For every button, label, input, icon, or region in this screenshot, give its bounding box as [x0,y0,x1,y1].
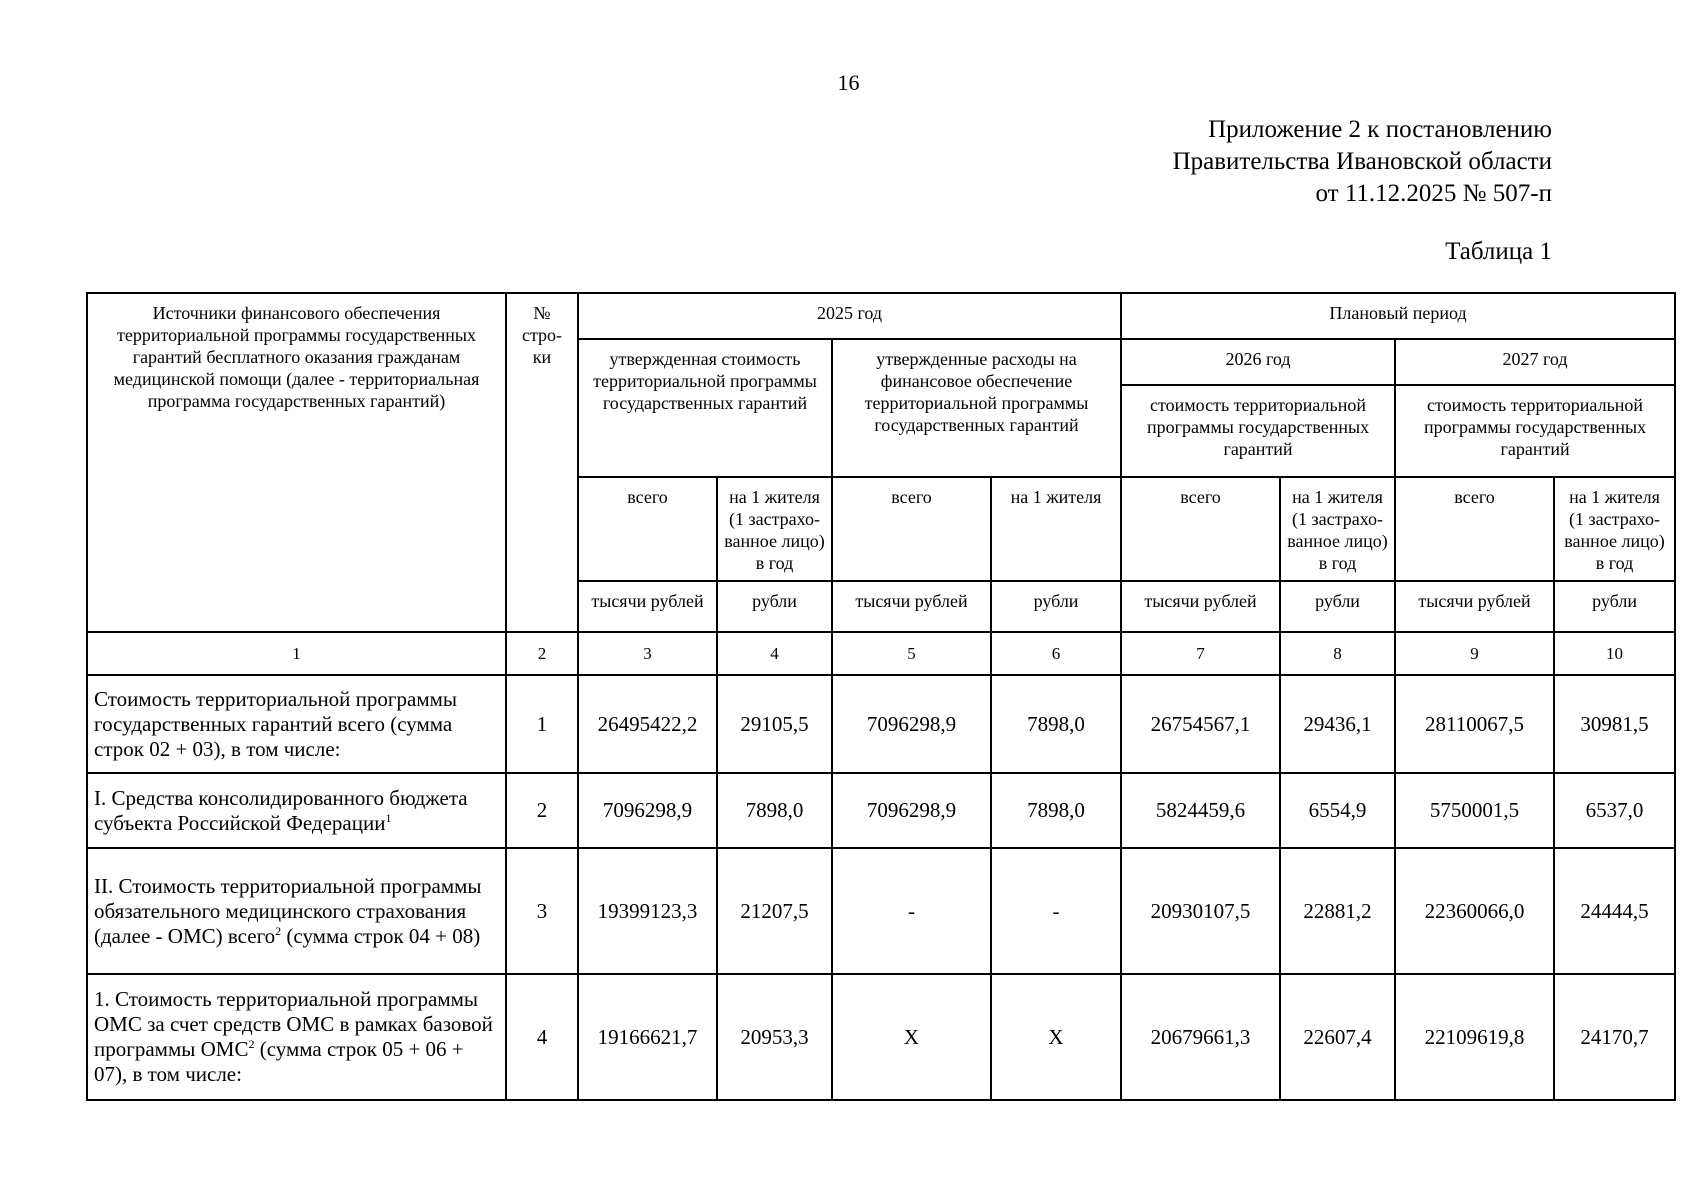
value-cell: 7898,0 [991,773,1121,848]
row-label-text: Стоимость территориальной программы государственных гарантий всего (сумма строк 02 + 03), в том числе: [94,686,458,761]
unit-cell: тысячи рублей [578,581,717,632]
value-cell: 22607,4 [1280,974,1395,1100]
row-number: 2 [506,773,578,848]
table-label: Таблица 1 [1445,238,1552,265]
column-number: 4 [717,632,832,675]
column-number: 7 [1121,632,1280,675]
header-total-2027: всего [1395,477,1554,581]
unit-cell: рубли [1280,581,1395,632]
header-per-resident-2025-expenses: на 1 жителя [991,477,1121,581]
column-number: 6 [991,632,1121,675]
column-number: 2 [506,632,578,675]
row-number: 3 [506,848,578,974]
row-label [87,773,506,848]
column-number: 3 [578,632,717,675]
footnote-mark: 2 [275,923,282,938]
header-year-2026: 2026 год [1121,339,1395,385]
value-cell: 26495422,2 [578,675,717,773]
unit-cell: рубли [717,581,832,632]
unit-cell: тысячи рублей [1395,581,1554,632]
unit-cell: рубли [1554,581,1675,632]
value-cell: 5750001,5 [1395,773,1554,848]
header-row-number: № стро-ки [506,293,578,632]
value-cell: 20930107,5 [1121,848,1280,974]
header-planning-period: Плановый период [1121,293,1675,339]
header-cost-2026: стоимость территориальной программы государственных гарантий [1121,385,1395,477]
table-row [87,848,1675,974]
column-number: 8 [1280,632,1395,675]
column-number: 5 [832,632,991,675]
row-label [87,675,506,773]
page-number: 16 [837,70,860,95]
value-cell: 26754567,1 [1121,675,1280,773]
footnote-mark: 2 [248,1037,255,1051]
header-source: Источники финансового обеспечения территориальной программы государственных гарантий бесплатного оказания гражданам медицинской помощи (далее - территориальная программа государственных гарантий) [87,293,506,632]
header-total-2025-cost: всего [578,477,717,581]
header-per-insured-2025-cost: на 1 жителя (1 застрахо-ванное лицо) в год [717,477,832,581]
value-cell: 22881,2 [1280,848,1395,974]
header-per-insured-2027: на 1 жителя (1 застрахо-ванное лицо) в год [1554,477,1675,581]
value-cell: 7898,0 [991,675,1121,773]
value-cell: 6537,0 [1554,773,1675,848]
row-label-tail: (сумма строк 05 + 06 + 07), в том числе: [94,1037,464,1086]
row-label [87,848,506,974]
header-cost-2027: стоимость территориальной программы государственных гарантий [1395,385,1675,477]
row-label-text: II. Стоимость территориальной программы обязательного медицинского страхования (далее - ОМС) всего [94,873,482,948]
appendix-line-2: Правительства Ивановской области [1172,148,1552,175]
header-total-2026: всего [1121,477,1280,581]
value-cell: - [832,848,991,974]
value-cell: 7898,0 [717,773,832,848]
value-cell: 22360066,0 [1395,848,1554,974]
row-label-text: 1. Стоимость территориальной программы ОМС за счет средств ОМС в рамках базовой программы ОМС [94,987,493,1061]
table-row [87,675,1675,773]
value-cell: X [991,974,1121,1100]
value-cell: 28110067,5 [1395,675,1554,773]
appendix-header [1173,114,1552,210]
value-cell: 5824459,6 [1121,773,1280,848]
unit-cell: тысячи рублей [1121,581,1280,632]
header-year-2027: 2027 год [1395,339,1675,385]
value-cell: 30981,5 [1554,675,1675,773]
value-cell: 22109619,8 [1395,974,1554,1100]
header-total-2025-expenses: всего [832,477,991,581]
value-cell: 20679661,3 [1121,974,1280,1100]
column-number: 1 [87,632,506,675]
header-year-2025: 2025 год [578,293,1121,339]
row-number: 1 [506,675,578,773]
table-row [87,773,1675,848]
unit-cell: тысячи рублей [832,581,991,632]
value-cell: 7096298,9 [578,773,717,848]
row-label-tail: (сумма строк 04 + 08) [281,923,481,948]
financing-table [86,292,1676,1101]
value-cell: X [832,974,991,1100]
column-number: 9 [1395,632,1554,675]
value-cell: 24444,5 [1554,848,1675,974]
unit-cell: рубли [991,581,1121,632]
header-row-1 [87,293,1675,339]
value-cell: - [991,848,1121,974]
row-label-text: I. Средства консолидированного бюджета субъекта Российской Федерации [94,785,468,835]
value-cell: 6554,9 [1280,773,1395,848]
value-cell: 24170,7 [1554,974,1675,1100]
appendix-line-3: от 11.12.2025 № 507-п [1315,180,1552,207]
header-approved-cost: утвержденная стоимость территориальной программы государственных гарантий [578,339,832,477]
value-cell: 29436,1 [1280,675,1395,773]
footnote-mark: 1 [385,810,392,825]
value-cell: 7096298,9 [832,773,991,848]
value-cell: 19166621,7 [578,974,717,1100]
column-number-row [87,632,1675,675]
row-label [87,974,506,1100]
header-approved-expenses: утвержденные расходы на финансовое обеспечение территориальной программы государственных гарантий [832,339,1121,477]
row-number: 4 [506,974,578,1100]
value-cell: 20953,3 [717,974,832,1100]
column-number: 10 [1554,632,1675,675]
value-cell: 29105,5 [717,675,832,773]
value-cell: 21207,5 [717,848,832,974]
appendix-line-1: Приложение 2 к постановлению [1208,116,1552,143]
header-per-insured-2026: на 1 жителя (1 застрахо-ванное лицо) в год [1280,477,1395,581]
value-cell: 7096298,9 [832,675,991,773]
table-row [87,974,1675,1100]
value-cell: 19399123,3 [578,848,717,974]
